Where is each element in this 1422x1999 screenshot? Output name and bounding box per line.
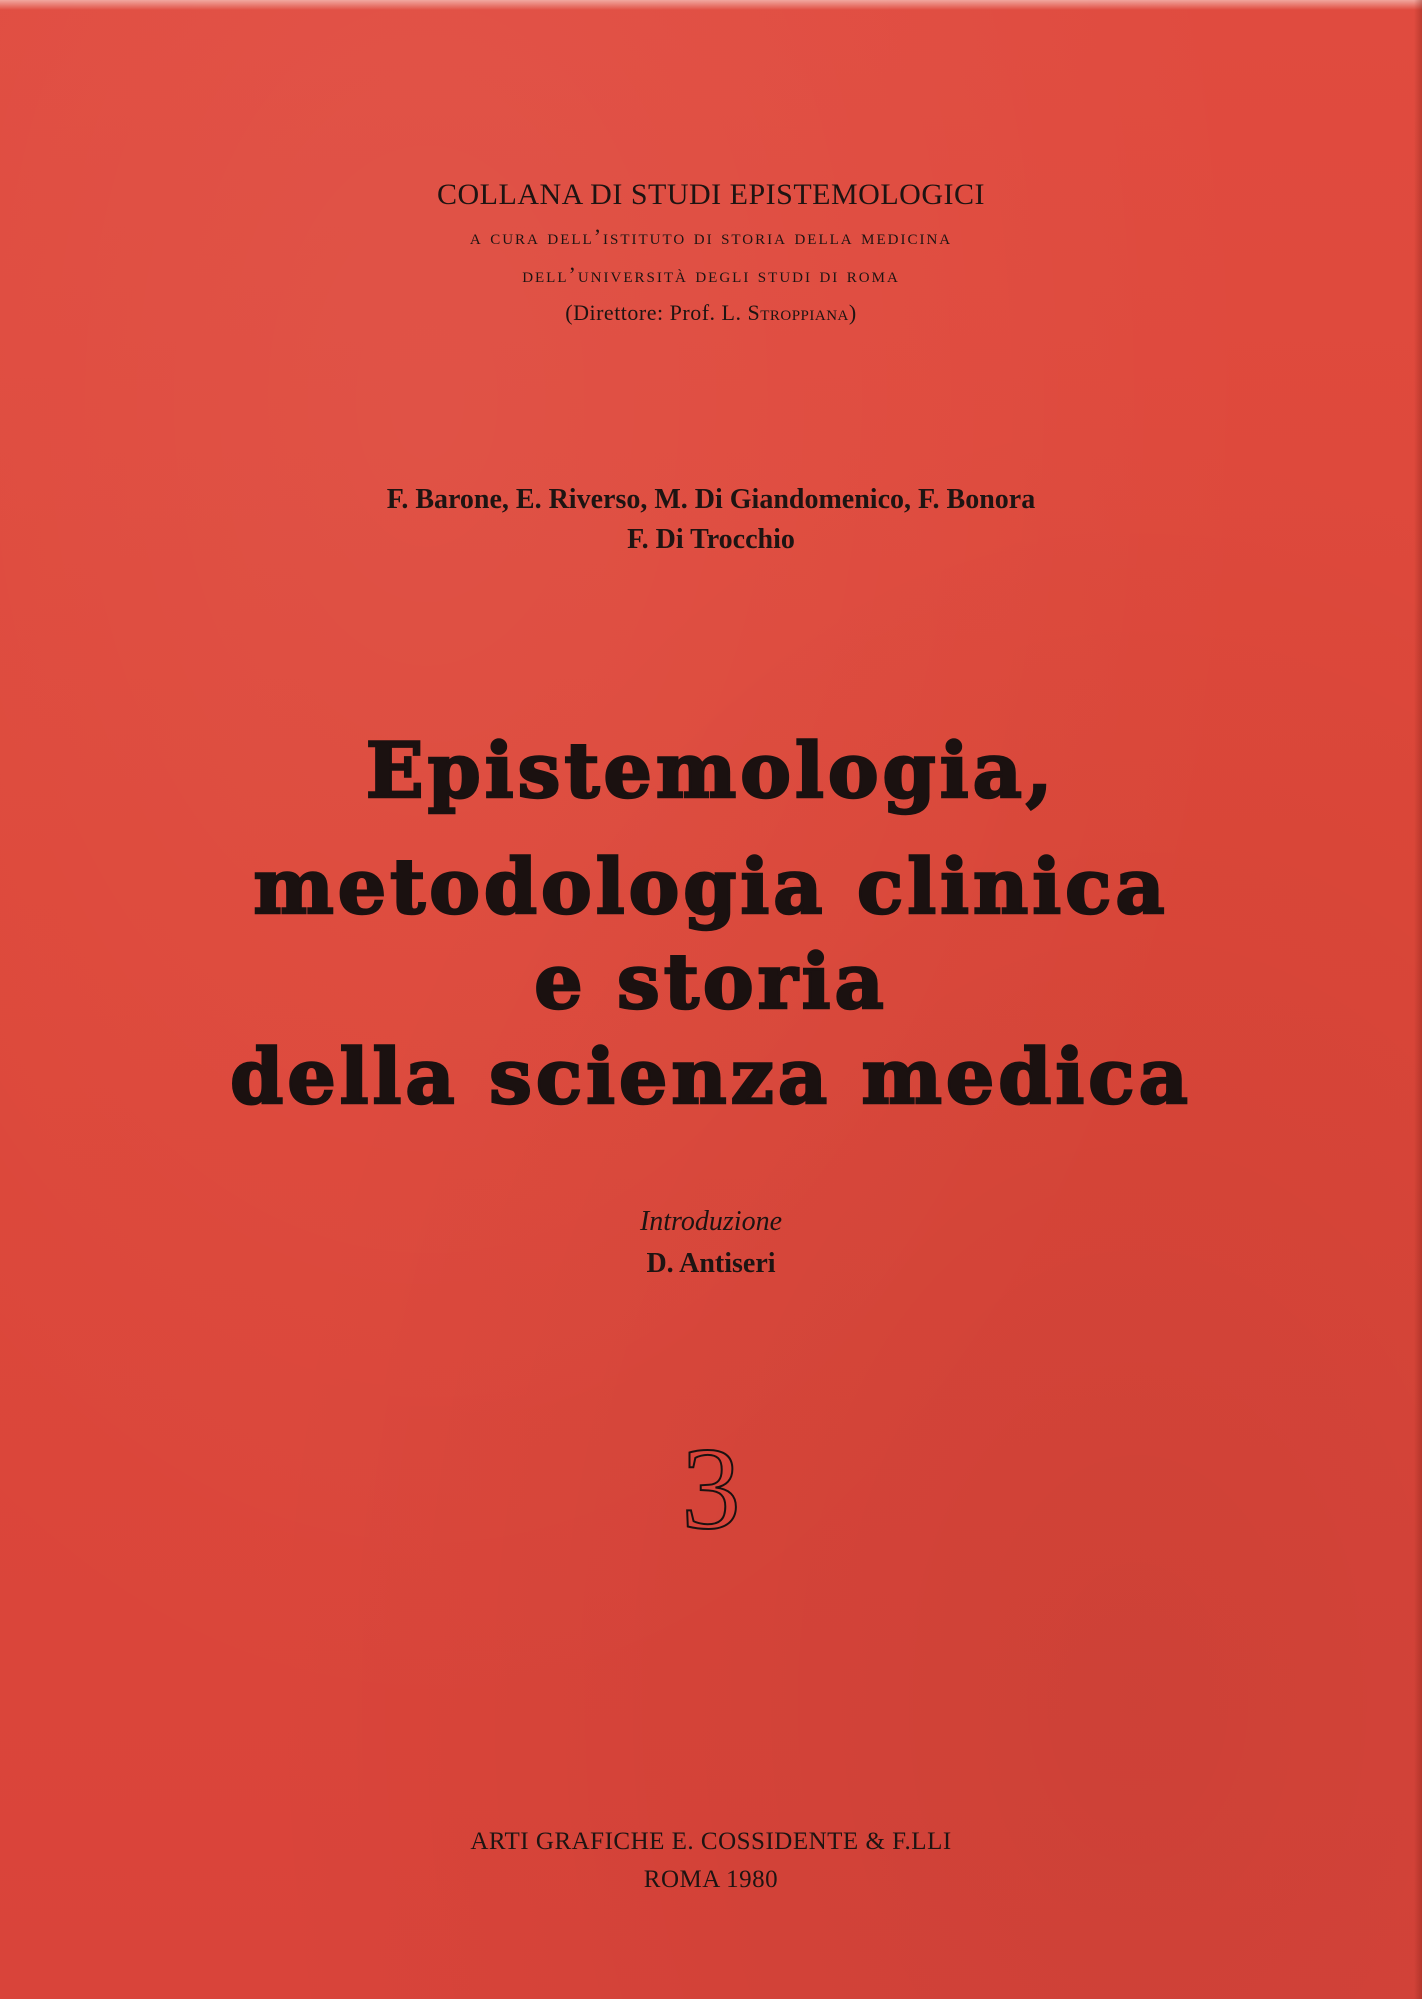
- series-director-prefix: (Direttore: Prof. L.: [565, 300, 742, 325]
- series-director-name: Stroppiana: [747, 300, 849, 325]
- book-title-line-3: e storia: [534, 937, 888, 1026]
- series-director: [0, 300, 1422, 326]
- series-university: dell’università degli studi di roma: [522, 262, 900, 287]
- introduction-author: D. Antiseri: [646, 1248, 776, 1279]
- introduction-label: Introduzione: [639, 1206, 783, 1237]
- authors-line-1: F. Barone, E. Riverso, M. Di Giandomenico, F. Bonora: [386, 484, 1036, 515]
- publisher-name: ARTI GRAFICHE E. COSSIDENTE & F.LLI: [470, 1828, 952, 1855]
- book-title-line-1: Epistemologia,: [365, 726, 1057, 815]
- cover-top-edge: [0, 0, 1422, 10]
- book-title-line-4: della scienza medica: [230, 1032, 1192, 1121]
- authors-line-2: F. Di Trocchio: [627, 524, 795, 555]
- volume-number: 3: [681, 1423, 741, 1554]
- series-director-suffix: ): [848, 300, 857, 325]
- series-title: COLLANA DI STUDI EPISTEMOLOGICI: [437, 178, 985, 211]
- series-curator: a cura dell’istituto di storia della medicina: [469, 224, 953, 249]
- book-title-line-2: metodologia clinica: [253, 842, 1169, 931]
- publisher-place-year: ROMA 1980: [643, 1866, 779, 1893]
